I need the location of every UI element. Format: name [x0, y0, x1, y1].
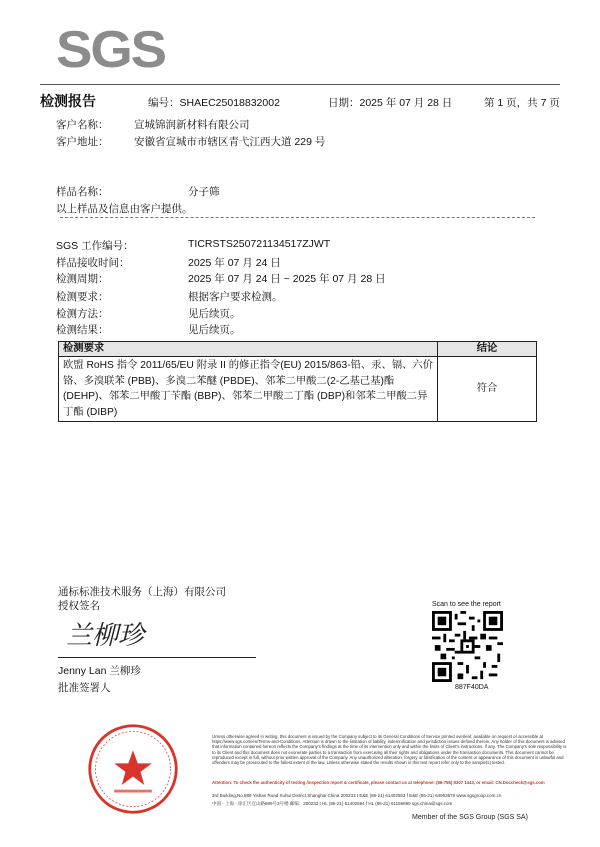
sample-name-label: 样品名称：	[56, 186, 109, 198]
address-english: 3rd Building,No.889 Yishan Road Xuhui District,Shanghai China 200233 t E&E (86-21) 61402553 f E&E (86-21) 64953679 www.sgsgroup.com.cn	[212, 793, 502, 798]
handwritten-signature: 兰柳珍	[66, 621, 145, 651]
qr-caption: Scan to see the report	[432, 601, 501, 608]
client-address-label: 客户地址：	[56, 136, 109, 148]
sample-name: 分子筛	[188, 186, 220, 198]
terms-fine-print: Unless otherwise agreed in writing, this document is issued by the Company subject to its General Conditions of Service printed overleaf, available on request or accessible at https://www.sgs.com/en/Terms-and-Conditions. Attention is drawn to the limitation of liability, indemnification and jurisdiction issues defined therein. Any holder of this document is advised that information contained hereon reflects the Company's findings at the time of its intervention only and within the limits of Client's instructions, if any. The Company's sole responsibility is to its Client and this document does not exonerate parties to a transaction from exercising all their rights and obligations under the transaction documents. This document cannot be reproduced except in full, without prior written approval of the Company. Any unauthorized alteration, forgery or falsification of the content or appearance of this document is unlawful and offenders may be prosecuted to the fullest extent of the law. Unless otherwise stated the results shown in this test report refer only to the sample(s) tested.	[212, 734, 567, 766]
authorized-signature-label: 授权签名	[58, 600, 100, 612]
detail-value: 根据客户要求检测。	[188, 291, 283, 303]
client-name: 宣城锦润新材料有限公司	[134, 119, 250, 131]
table-header-result: 结论	[438, 342, 537, 357]
authenticity-notice: Attention: To check the authenticity of testing /inspection report & certificate, please contact us at telephone: (86-755) 8307 1443, or email: CN.Doccheck@sgs.com	[212, 780, 545, 785]
detail-label: 样品接收时间：	[56, 257, 130, 269]
sgs-logo: SGS	[56, 21, 166, 79]
signatory-name: Jenny Lan 兰柳珍	[58, 665, 141, 677]
detail-label: 检测方法：	[56, 308, 109, 320]
official-seal-icon	[86, 722, 180, 816]
report-title: 检测报告	[40, 93, 96, 109]
detail-value: 见后续页。	[188, 308, 241, 320]
detail-value: 见后续页。	[188, 324, 241, 336]
detail-value: 2025 年 07 月 24 日 ~ 2025 年 07 月 28 日	[188, 273, 386, 285]
result-cell: 符合	[438, 357, 537, 422]
page-indicator: 第 1 页，共 7 页	[484, 97, 560, 109]
issuing-company: 通标标准技术服务（上海）有限公司	[58, 586, 226, 598]
detail-value: TICRSTS250721134517ZJWT	[188, 238, 331, 250]
sample-note: 以上样品及信息由客户提供。	[56, 203, 193, 215]
qr-code-icon[interactable]	[432, 611, 503, 682]
client-address: 安徽省宣城市市辖区青弋江西大道 229 号	[134, 136, 326, 148]
dashed-divider	[60, 217, 535, 218]
signature-line	[58, 657, 256, 658]
detail-label: 检测要求：	[56, 291, 109, 303]
requirements-table	[58, 341, 537, 422]
report-date: 日期：2025 年 07 月 28 日	[328, 97, 453, 109]
detail-label: 检测结果：	[56, 324, 109, 336]
table-header-requirement: 检测要求	[59, 342, 438, 357]
requirement-cell: 欧盟 RoHS 指令 2011/65/EU 附录 II 的修正指令(EU) 2015/863-铅、汞、镉、六价铬、多溴联苯 (PBB)、多溴二苯醚 (PBDE)、邻苯二甲酸二(2-乙基己基)酯 (DEHP)、邻苯二甲酸丁苄酯 (BBP)、邻苯二甲酸二丁酯 (DBP)和邻苯二甲酸二异丁酯 (DIBP)	[59, 357, 438, 422]
signatory-title: 批准签署人	[58, 682, 111, 694]
qr-code-id: 887F40DA	[455, 684, 489, 691]
sgs-group-membership: Member of the SGS Group (SGS SA)	[412, 814, 528, 821]
client-name-label: 客户名称：	[56, 119, 109, 131]
detail-label: 检测周期：	[56, 273, 109, 285]
detail-value: 2025 年 07 月 24 日	[188, 257, 281, 269]
report-number: 编号：SHAEC25018832002	[148, 97, 280, 109]
address-chinese: 中国 · 上海 · 徐汇区宜山路889号3号楼 邮编：200233 t HL (86-21) 61402594 f HL (86-21) 61156899 sgs.china@sgs.com	[212, 801, 453, 806]
header-rule	[40, 84, 560, 85]
detail-label: SGS 工作编号：	[56, 240, 134, 252]
